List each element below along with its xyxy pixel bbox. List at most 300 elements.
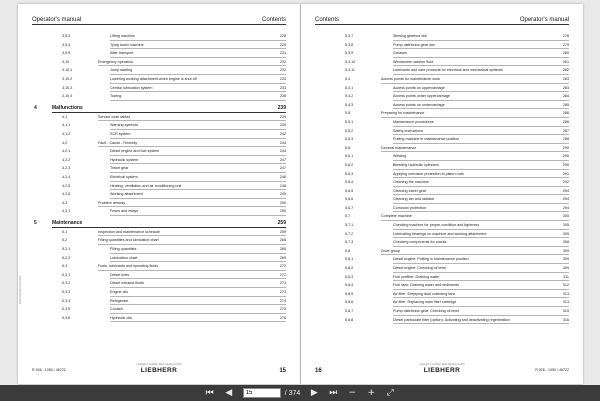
toc-entry[interactable] [315, 146, 569, 155]
side-reference: RTEC000-000-000-0000 [19, 275, 22, 304]
toc-entry-title: Working attachment [110, 192, 143, 197]
toc-entry-title: Filling quantities [110, 247, 137, 252]
toc-list [315, 34, 569, 326]
toc-section-number: 4 [34, 104, 37, 111]
toc-entry[interactable] [32, 43, 286, 52]
toc-entry-title: Diesel engine and fuel system [110, 149, 160, 154]
toc-page-number: 308 [562, 240, 569, 245]
toc-section-number: 3,5,5 [62, 51, 71, 56]
toc-entry[interactable] [315, 137, 569, 146]
toc-section-number: 5,1 [62, 229, 68, 234]
toc-section-number: 3,5,4 [62, 42, 71, 47]
toc-entry-title: Fuels, lubricants and operating fluids [98, 264, 159, 269]
toc-entry[interactable] [315, 86, 569, 95]
toc-section-number: 5,4,2 [345, 94, 354, 99]
toc-page-number: 232 [279, 59, 286, 64]
toc-section-number: 5,2,2 [62, 255, 71, 260]
toc-section-number: 4,2,3 [62, 166, 71, 171]
toc-entry[interactable] [315, 154, 569, 163]
toc-section-number: 5,4 [345, 76, 351, 81]
toc-page-number: 259 [277, 219, 286, 226]
toc-entry[interactable] [315, 77, 569, 86]
toc-section-number: 5,6 [345, 145, 351, 150]
toc-section-number: 5,3,6 [62, 315, 71, 320]
toc-page-number: 239 [277, 104, 286, 111]
toc-page-number: 286 [562, 119, 569, 124]
toc-entry[interactable] [32, 141, 286, 150]
toc-entry[interactable] [315, 309, 569, 318]
toc-entry[interactable] [315, 197, 569, 206]
toc-entry[interactable] [32, 105, 286, 115]
toc-entry-title: Fuel tank: Draining water and sediments [393, 283, 459, 288]
toc-entry-title: Windscreen washer fluid [393, 59, 434, 64]
toc-entry[interactable] [315, 60, 569, 69]
toc-entry-title: Lubricants and care products for electrical and mechanical systems [393, 68, 503, 73]
toc-page-number: 287 [562, 128, 569, 133]
toc-entry[interactable] [315, 206, 569, 215]
toc-entry-title: Access points for maintenance work [381, 76, 441, 81]
toc-page-number: 282 [562, 68, 569, 73]
toc-entry-title: Diesel fuels [110, 272, 130, 277]
toc-section-number: 5,8,3 [345, 274, 354, 279]
toc-entry-title: Refrigerant [110, 298, 129, 303]
toc-entry-title: Lifting machine [110, 34, 135, 38]
viewer-toolbar [0, 385, 600, 401]
toc-page-number: 229 [279, 42, 286, 47]
toc-entry[interactable] [32, 192, 286, 201]
toc-page-number: 269 [279, 255, 286, 260]
toc-section-number: 5,8,5 [345, 291, 354, 296]
toc-page-number: 305 [562, 231, 569, 236]
toc-page-number: 290 [562, 162, 569, 167]
footer-code: R 926 - 1050 / 46722 [32, 368, 66, 372]
toc-entry-title: Checking machine for proper condition and tightness [393, 223, 480, 228]
liebherr-logo: LIEBHERR [140, 367, 178, 374]
toc-page-number: 294 [562, 205, 569, 210]
total-pages-label: / 374 [284, 389, 301, 397]
toc-section-number: 5,8,2 [345, 266, 354, 271]
toc-entry[interactable] [315, 257, 569, 266]
toc-entry[interactable] [315, 120, 569, 129]
toc-entry-title: Central lubrication system [110, 85, 153, 90]
toc-page-number: 248 [279, 174, 286, 179]
toc-entry-title: Access points on uppercarriage [393, 85, 445, 90]
toc-section-number: 5,6,3 [345, 171, 354, 176]
first-page-icon[interactable]: ⏮ [205, 388, 214, 398]
page-footer [32, 362, 286, 374]
toc-section-number: 5,3,11 [345, 68, 355, 73]
toc-entry-title: Complete machine [381, 214, 412, 219]
toc-entry-title: Lubrication chart [110, 255, 138, 260]
header-right: Operator's manual [519, 17, 569, 23]
toc-section-number: 5,6,4 [345, 180, 354, 185]
toc-page-number: 273 [279, 281, 286, 286]
footer-copyright: copyright © Liebherr-Werk Nenzing GmbH [136, 363, 182, 366]
header-left: Contents [315, 17, 340, 23]
toc-section-number: 5,4,3 [345, 102, 354, 107]
toc-page-number: 275 [279, 307, 286, 312]
toc-entry[interactable] [32, 281, 286, 290]
toc-entry-title: Slewing gearbox oils [393, 34, 427, 38]
toc-page-number: 309 [562, 257, 569, 262]
toc-page-number: 265 [279, 238, 286, 243]
toc-page-number: 278 [562, 34, 569, 38]
toc-page-number: 309 [562, 248, 569, 253]
toc-entry[interactable] [32, 86, 286, 95]
toc-entry-title: Diesel engine: Putting in maintenance position [393, 257, 469, 262]
toc-section-number: 4,2 [62, 140, 68, 145]
toc-entry-title: Coolant [110, 307, 123, 312]
toc-entry-title: Diesel particulate filter (option): Activating and deactivating regeneration [393, 317, 511, 322]
toc-section-number: 4,3,1 [62, 209, 71, 214]
toc-page-number: 239 [279, 114, 286, 119]
toc-page-number: 290 [562, 154, 569, 159]
toc-entry[interactable] [32, 68, 286, 77]
toc-page-number: 274 [279, 298, 286, 303]
toc-entry[interactable] [315, 283, 569, 292]
toc-entry[interactable] [315, 292, 569, 301]
toc-section-number: 5 [34, 219, 37, 226]
toc-page-number: 247 [279, 166, 286, 171]
toc-entry-title: General maintenance [381, 145, 417, 150]
toc-entry[interactable] [315, 275, 569, 284]
toc-entry-title: Fuses and relays [110, 209, 139, 214]
toc-section-number: 5,5,2 [345, 128, 354, 133]
toc-entry-title: Jump starting [110, 68, 133, 73]
toc-page-number: 265 [279, 247, 286, 252]
toc-page-number: 312 [562, 283, 569, 288]
toc-entry[interactable] [315, 300, 569, 309]
toc-entry[interactable] [315, 111, 569, 120]
toc-page-number: 244 [279, 149, 286, 154]
toc-entry[interactable] [32, 94, 286, 103]
toc-section-number: 5,6,2 [345, 162, 354, 167]
toc-section-number: 5,3,7 [345, 34, 354, 38]
toc-page-number: 283 [562, 76, 569, 81]
toc-page-number: 248 [279, 183, 286, 188]
toc-entry-title: Air filter: Replacing main filter cartridge [393, 300, 457, 305]
toc-entry-title: Travel gear [110, 166, 129, 171]
toc-page-number: 272 [279, 272, 286, 277]
toc-section-number: 5,3,5 [62, 307, 71, 312]
toc-section-number: 5,3,9 [345, 51, 354, 56]
toc-entry[interactable] [32, 34, 286, 43]
toc-entry[interactable] [315, 34, 569, 43]
toc-section-number: 5,4,1 [345, 85, 354, 90]
toc-entry-title: Access points under uppercarriage [393, 94, 450, 99]
toc-page-number: 309 [562, 266, 569, 271]
previous-page-icon[interactable]: ◀ [225, 388, 233, 398]
toc-section-number: 5,8,1 [345, 257, 354, 262]
footer-brand [420, 363, 465, 374]
toc-entry-title: Fuel prefilter: Draining water [393, 274, 440, 279]
toc-entry-title: Problem remedy [98, 200, 126, 205]
toc-entry[interactable] [315, 318, 569, 327]
toc-section-number: 4,2,6 [62, 192, 71, 197]
toc-section-number: 5,2,1 [62, 247, 71, 252]
toc-entry-title: Heating, ventilation and air conditioning unit [110, 183, 182, 188]
right-page [301, 4, 583, 384]
page-number: 16 [315, 368, 322, 374]
toc-entry-title: Diesel engine: Checking oil level [393, 266, 447, 271]
toc-page-number: 294 [562, 197, 569, 202]
toc-section-number: 4,3 [62, 200, 68, 205]
toc-entry-title: Lowering working attachment when engine is shut off [110, 76, 197, 81]
toc-page-number: 242 [279, 131, 286, 136]
toc-section-number: 4,1,2 [62, 131, 71, 136]
header-right: Contents [261, 17, 286, 23]
toc-entry[interactable] [315, 43, 569, 52]
toc-entry[interactable] [32, 158, 286, 167]
toc-entry[interactable] [315, 129, 569, 138]
last-page-icon[interactable]: ⏭ [329, 388, 338, 398]
toc-page-number: 315 [562, 309, 569, 313]
page-footer [315, 362, 569, 374]
toc-entry-title: Bleeding hydraulic cylinders [393, 162, 439, 167]
toc-page-number: 281 [562, 59, 569, 64]
toc-section-number: 3,10 [62, 59, 70, 64]
toc-page-number: 313 [562, 300, 569, 305]
toc-section-number: 5,7,1 [345, 223, 354, 228]
toc-entry-title: Maintenance [52, 219, 83, 226]
next-page-icon[interactable]: ▶ [310, 388, 318, 398]
toc-page-number: 283 [562, 85, 569, 90]
zoom-in-icon[interactable]: + [367, 388, 376, 398]
toc-page-number: 280 [562, 51, 569, 56]
toc-entry-title: Lubricating bearings on machine and working attachment [393, 231, 487, 236]
toc-section-number: 5,8,6 [345, 300, 354, 305]
toc-section-number: 4,2,5 [62, 183, 71, 188]
toc-section-number: 5,3,2 [62, 281, 71, 286]
toc-section-number: 5,6,6 [345, 197, 354, 202]
toc-page-number: 233 [279, 85, 286, 90]
toc-page-number: 305 [562, 214, 569, 219]
toc-entry[interactable] [32, 184, 286, 193]
toc-page-number: 247 [279, 157, 286, 162]
toc-entry[interactable] [32, 209, 286, 218]
toc-entry-title: Towing [110, 94, 122, 99]
toc-entry[interactable] [32, 247, 286, 256]
header-rule [315, 24, 569, 25]
toc-entry-title: Air filter: Emptying dust collecting tank [393, 291, 456, 296]
toc-entry-title: Warning symbols [110, 123, 139, 128]
toc-entry-title: Pump distributor gear: Checking oil level [393, 309, 459, 313]
toc-page-number: 305 [562, 223, 569, 228]
toc-entry-title: Checking components for cracks [393, 240, 447, 245]
toc-entry-title: Drive group [381, 248, 401, 253]
toc-entry[interactable] [315, 94, 569, 103]
toc-list [32, 34, 286, 324]
toc-section-number: 5,6,1 [345, 154, 354, 159]
toc-page-number: 249 [279, 192, 286, 197]
left-page [18, 4, 300, 384]
toc-page-number: 279 [562, 42, 569, 47]
toc-section-number: 5,7 [345, 214, 351, 219]
toc-entry-title: Greases [393, 51, 407, 56]
toc-entry-title: Cleaning travel gear [393, 188, 427, 193]
fit-page-icon[interactable]: ⤢ [386, 388, 394, 398]
toc-section-number: 5,7,2 [345, 231, 354, 236]
toc-page-number: 236 [279, 94, 286, 99]
toc-entry-title: Hydraulic oils [110, 315, 132, 320]
toc-page-number: 233 [279, 76, 286, 81]
toc-entry[interactable] [32, 175, 286, 184]
toc-section-number: 4,2,2 [62, 157, 71, 162]
toc-entry[interactable] [315, 68, 569, 77]
toc-section-number: 5,6,5 [345, 188, 354, 193]
toc-page-number: 259 [279, 229, 286, 234]
toc-section-number: 5,5,1 [345, 119, 354, 124]
toc-page-number: 284 [562, 94, 569, 99]
toc-entry-title: Cleaning fan and radiator [393, 197, 435, 202]
toc-section-number: 4,1,1 [62, 123, 71, 128]
toc-section-number: 5,8 [345, 248, 351, 253]
toc-page-number: 232 [279, 68, 286, 73]
toc-entry[interactable] [32, 299, 286, 308]
footer-copyright: copyright © Liebherr-Werk Nenzing GmbH [419, 363, 465, 366]
toc-entry[interactable] [315, 266, 569, 275]
toc-page-number: 276 [279, 315, 286, 320]
toc-entry-title: Cleaning the machine [393, 180, 429, 185]
toc-section-number: 5,3,3 [62, 290, 71, 295]
toc-section-number: 5,3,4 [62, 298, 71, 303]
toc-section-number: 3,5,3 [62, 34, 71, 38]
toc-entry-title: Emergency operation [98, 59, 134, 64]
toc-entry[interactable] [315, 103, 569, 112]
toc-entry-title: Diesel exhaust fluids [110, 281, 144, 286]
toc-section-number: 5,3,8 [345, 42, 354, 47]
toc-section-number: 5,3 [62, 264, 68, 269]
toc-section-number: 5,5 [345, 111, 351, 116]
toc-section-number: 4,2,1 [62, 149, 71, 154]
toc-section-number: 4,2,4 [62, 174, 71, 179]
toc-entry-title: Filling quantities and lubrication chart [98, 238, 159, 243]
toc-entry[interactable] [315, 249, 569, 258]
toc-section-number: 5,6,7 [345, 205, 354, 210]
toc-entry-title: Inspection and maintenance schedule [98, 229, 160, 234]
zoom-out-icon[interactable]: − [348, 388, 357, 398]
toc-entry[interactable] [315, 180, 569, 189]
toc-entry[interactable] [315, 163, 569, 172]
toc-page-number: 311 [563, 274, 569, 279]
toc-section-number: 5,2 [62, 238, 68, 243]
toc-entry-title: Access points on undercarriage [393, 102, 445, 107]
toc-page-number: 231 [279, 51, 286, 56]
header-rule [32, 24, 286, 25]
toc-entry-title: Putting machine in maintenance position [393, 137, 460, 142]
toc-section-number: 5,8,7 [345, 309, 354, 313]
toc-page-number: 244 [279, 140, 286, 145]
toc-entry-title: Maintenance procedures [393, 119, 434, 124]
toc-entry-title: Hydraulic system [110, 157, 139, 162]
toc-page-number: 228 [279, 34, 286, 38]
footer-code: R 926 - 1050 / 46722 [535, 368, 569, 372]
toc-page-number: 273 [279, 290, 286, 295]
toc-page-number: 290 [562, 145, 569, 150]
toc-entry[interactable] [32, 273, 286, 282]
toc-entry[interactable] [32, 238, 286, 247]
toc-entry[interactable] [32, 149, 286, 158]
toc-entry-title: Corrosion protection [393, 205, 427, 210]
toc-entry[interactable] [32, 264, 286, 273]
toc-page-number: 313 [562, 291, 569, 296]
toc-page-number: 250 [279, 209, 286, 214]
toc-entry[interactable] [315, 232, 569, 241]
toc-section-number: 3,10,1 [62, 68, 73, 73]
header-left: Operator's manual [32, 17, 82, 23]
toc-entry[interactable] [315, 223, 569, 232]
toc-entry-title: Electrical system [110, 174, 138, 179]
toc-entry[interactable] [32, 60, 286, 69]
toc-entry[interactable] [32, 307, 286, 316]
toc-section-number: 5,5,3 [345, 137, 354, 142]
toc-section-number: 5,8,8 [345, 317, 354, 322]
page-number: 15 [279, 368, 286, 374]
toc-page-number: 316 [562, 317, 569, 322]
toc-entry-title: Pump distributor gear oils [393, 42, 435, 47]
toc-section-number: 5,3,10 [345, 59, 356, 64]
toc-entry[interactable] [315, 240, 569, 249]
toc-entry[interactable] [315, 214, 569, 223]
toc-page-number: 250 [279, 200, 286, 205]
page-number-input[interactable] [243, 388, 281, 398]
toc-entry[interactable] [315, 51, 569, 60]
toc-page-number: 285 [562, 102, 569, 107]
toc-entry[interactable] [32, 166, 286, 175]
toc-entry[interactable] [315, 172, 569, 181]
toc-page-number: 291 [562, 171, 569, 176]
toc-entry[interactable] [32, 77, 286, 86]
toc-section-number: 4,1 [62, 114, 68, 119]
toc-entry[interactable] [32, 51, 286, 60]
toc-entry[interactable] [315, 189, 569, 198]
toc-entry[interactable] [32, 230, 286, 239]
toc-page-number: 239 [279, 123, 286, 128]
toc-entry-title: Fault - Cause - Remedy [98, 140, 138, 145]
toc-entry-title: Malfunctions [52, 104, 83, 111]
toc-entry-title: Preparing for maintenance [381, 111, 425, 116]
toc-entry-title: Applying corrosion protection to piston rods [393, 171, 464, 176]
toc-page-number: 286 [562, 111, 569, 116]
toc-entry-title: Welding [393, 154, 407, 159]
toc-entry-title: Engine oils [110, 290, 129, 295]
toc-entry-title: Safety instructions [393, 128, 424, 133]
toc-entry-title: SCR system [110, 131, 131, 136]
toc-section-number: 5,3,1 [62, 272, 71, 277]
toc-entry-title: Service code tables [98, 114, 131, 119]
toc-entry[interactable] [32, 115, 286, 124]
toc-entry[interactable] [32, 201, 286, 210]
toc-entry-title: After transport [110, 51, 134, 56]
toc-entry[interactable] [32, 220, 286, 230]
toc-entry[interactable] [32, 132, 286, 141]
toc-entry[interactable] [32, 123, 286, 132]
toc-entry-title: Tying down machine [110, 42, 144, 47]
toc-entry[interactable] [32, 290, 286, 299]
toc-section-number: 3,10,3 [62, 85, 73, 90]
liebherr-logo: LIEBHERR [423, 367, 461, 374]
footer-brand [137, 363, 182, 374]
toc-section-number: 5,8,4 [345, 283, 354, 288]
toc-page-number: 272 [279, 264, 286, 269]
toc-entry[interactable] [32, 316, 286, 325]
toc-section-number: 3,10,4 [62, 94, 73, 99]
page-navigator [243, 388, 301, 398]
toc-page-number: 288 [562, 137, 569, 142]
toc-page-number: 292 [562, 180, 569, 185]
toc-entry[interactable] [32, 256, 286, 265]
toc-section-number: 3,10,2 [62, 76, 73, 81]
